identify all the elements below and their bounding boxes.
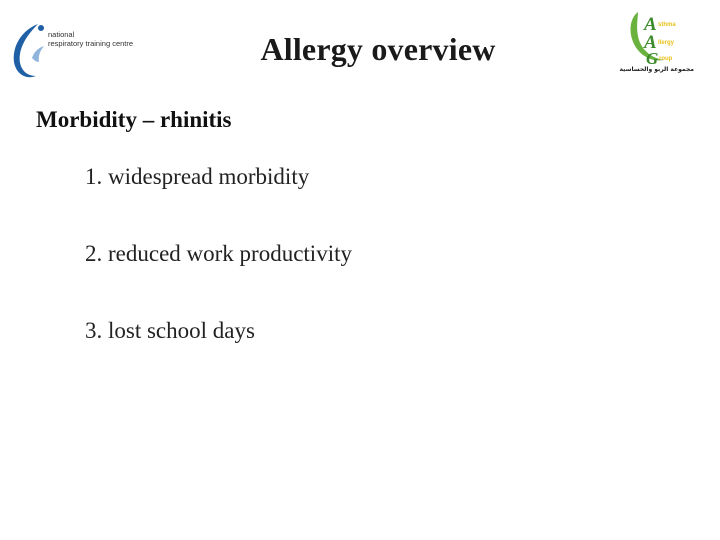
- list-item: 1. widespread morbidity: [85, 164, 310, 189]
- nrtc-logo-line-1: national: [48, 30, 75, 39]
- aag-letter-3: G: [646, 49, 659, 68]
- aag-word-3: roup: [659, 56, 673, 62]
- list-item: 3. lost school days: [85, 318, 255, 343]
- slide-subtitle: Morbidity – rhinitis: [36, 107, 232, 132]
- list-item: 2. reduced work productivity: [85, 241, 352, 266]
- aag-word-2: llergy: [658, 40, 675, 46]
- aag-letter-1: A: [644, 14, 657, 35]
- aag-letter-2: A: [644, 32, 657, 53]
- slide-title: Allergy overview: [260, 31, 496, 67]
- nrtc-logo-line-2: respiratory training centre: [48, 39, 134, 48]
- bullet-list: [85, 162, 352, 393]
- aag-word-1: sthma: [658, 22, 676, 28]
- aag-arabic-text: مجموعة الربو والحساسية: [619, 66, 694, 73]
